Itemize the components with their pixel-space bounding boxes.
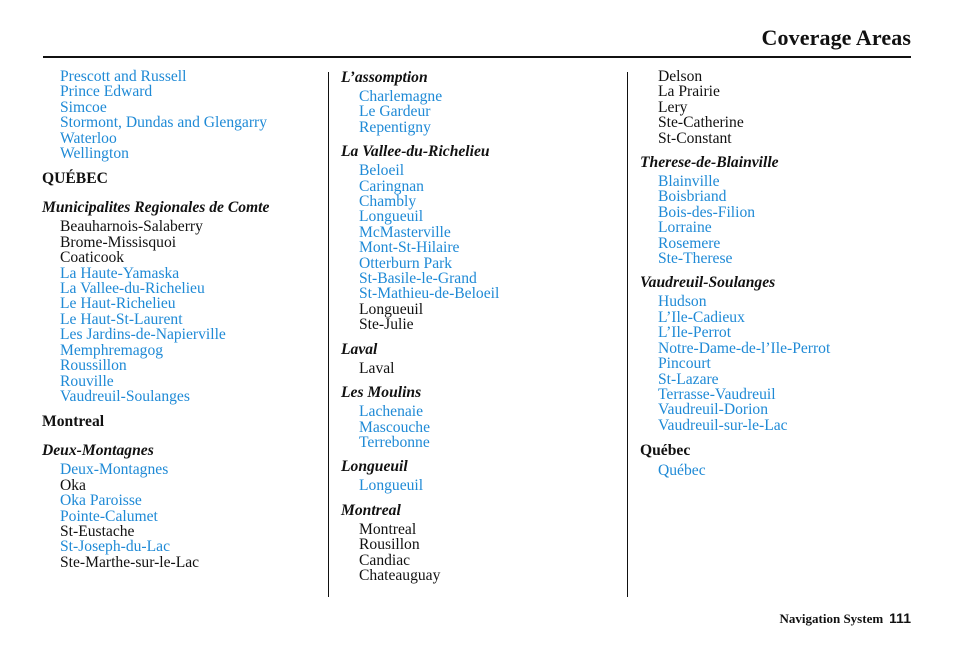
area-link[interactable]: Memphremagog <box>60 341 164 359</box>
page-number: 111 <box>889 610 911 626</box>
subregion-heading: Laval <box>341 340 378 358</box>
area-link[interactable]: Repentigny <box>359 118 431 136</box>
area-name: Lery <box>658 98 688 116</box>
area-link[interactable]: Deux-Montagnes <box>60 461 169 479</box>
area-link[interactable]: Hudson <box>658 293 707 311</box>
region-heading: QUÉBEC <box>42 170 108 188</box>
area-link[interactable]: Beloeil <box>359 162 405 180</box>
area-link[interactable]: Blainville <box>658 173 720 191</box>
area-link[interactable]: La Haute-Yamaska <box>60 264 180 282</box>
area-link[interactable]: Le Gardeur <box>359 103 431 121</box>
area-name: Ste-Marthe-sur-le-Lac <box>60 553 200 571</box>
area-link[interactable]: Ste-Therese <box>658 250 733 268</box>
area-link[interactable]: Longueuil <box>359 477 424 495</box>
subregion-heading: Les Moulins <box>341 384 422 402</box>
area-name: Ste-Julie <box>359 316 414 334</box>
page-footer <box>780 610 911 627</box>
area-link[interactable]: St-Joseph-du-Lac <box>60 538 170 556</box>
area-link[interactable]: Lachenaie <box>359 403 424 421</box>
area-name: Laval <box>359 359 395 377</box>
column-divider <box>328 72 329 597</box>
area-link[interactable]: St-Lazare <box>658 370 719 388</box>
area-name: Coaticook <box>60 249 125 267</box>
area-name: Chateauguay <box>359 566 441 584</box>
area-link[interactable]: Waterloo <box>60 129 117 147</box>
area-link[interactable]: Prescott and Russell <box>60 68 187 85</box>
area-link[interactable]: Charlemagne <box>359 88 443 105</box>
area-link[interactable]: Lorraine <box>658 219 712 237</box>
area-name: Oka <box>60 476 86 494</box>
subregion-heading: Municipalites Regionales de Comte <box>42 199 270 217</box>
subregion-heading: Deux-Montagnes <box>42 442 154 460</box>
subregion-heading: Therese-de-Blainville <box>640 154 779 172</box>
area-link[interactable]: L’Ile-Cadieux <box>658 308 745 326</box>
column-2 <box>341 69 621 583</box>
area-name: St-Constant <box>658 129 732 147</box>
area-name: Longueuil <box>359 300 424 318</box>
area-link[interactable]: St-Basile-le-Grand <box>359 270 477 288</box>
area-link[interactable]: Otterburn Park <box>359 254 453 272</box>
area-link[interactable]: Notre-Dame-de-l’Ile-Perrot <box>658 339 831 357</box>
region-heading: Québec <box>640 442 691 460</box>
area-link[interactable]: Pointe-Calumet <box>60 507 158 525</box>
subregion-heading: Longueuil <box>341 458 408 476</box>
area-name: St-Eustache <box>60 522 135 540</box>
area-link[interactable]: Wellington <box>60 145 129 163</box>
area-name: Candiac <box>359 551 411 569</box>
area-link[interactable]: Prince Edward <box>60 83 153 101</box>
page-title: Coverage Areas <box>761 25 911 50</box>
area-link[interactable]: Oka Paroisse <box>60 492 142 510</box>
area-link[interactable]: Bois-des-Filion <box>658 203 756 221</box>
area-link[interactable]: Chambly <box>359 193 417 211</box>
area-link[interactable]: Les Jardins-de-Napierville <box>60 326 226 344</box>
area-link[interactable]: Québec <box>658 462 706 480</box>
area-name: Beauharnois-Salaberry <box>60 218 203 236</box>
area-link[interactable]: Stormont, Dundas and Glengarry <box>60 114 268 132</box>
area-link[interactable]: St-Mathieu-de-Beloeil <box>359 285 500 303</box>
column-1 <box>42 69 322 570</box>
area-name: Montreal <box>359 520 417 538</box>
subregion-heading: Vaudreuil-Soulanges <box>640 274 776 292</box>
area-link[interactable]: Boisbriand <box>658 188 727 206</box>
column-divider <box>627 72 628 597</box>
area-link[interactable]: Terrebonne <box>359 433 430 451</box>
area-link[interactable]: Vaudreuil-Soulanges <box>60 387 190 405</box>
area-link[interactable]: Roussillon <box>60 357 127 375</box>
area-link[interactable]: L’Ile-Perrot <box>658 324 732 342</box>
area-name: Brome-Missisquoi <box>60 233 177 251</box>
area-link[interactable]: Terrasse-Vaudreuil <box>658 385 776 403</box>
area-link[interactable]: La Vallee-du-Richelieu <box>60 280 205 298</box>
subregion-heading: La Vallee-du-Richelieu <box>341 143 490 161</box>
footer-section-label: Navigation System <box>779 611 884 626</box>
subregion-heading: Montreal <box>341 501 401 519</box>
area-link[interactable]: Vaudreuil-sur-le-Lac <box>658 416 788 434</box>
area-link[interactable]: Le Haut-Richelieu <box>60 295 176 313</box>
header-rule <box>43 56 911 58</box>
area-name: Delson <box>658 68 703 85</box>
column-3 <box>640 69 920 479</box>
area-link[interactable]: Mascouche <box>359 418 431 436</box>
area-link[interactable]: Simcoe <box>60 98 107 116</box>
area-link[interactable]: Longueuil <box>359 208 424 226</box>
area-link[interactable]: Pincourt <box>658 355 711 373</box>
area-name: Rousillon <box>359 536 420 554</box>
area-link[interactable]: Le Haut-St-Laurent <box>60 310 183 328</box>
area-link[interactable]: Mont-St-Hilaire <box>359 239 460 257</box>
subregion-heading: L’assomption <box>341 69 428 86</box>
area-link[interactable]: Rosemere <box>658 234 721 252</box>
area-name: Ste-Catherine <box>658 114 744 132</box>
area-link[interactable]: Rouville <box>60 372 114 390</box>
area-link[interactable]: Caringnan <box>359 177 424 195</box>
area-link[interactable]: Vaudreuil-Dorion <box>658 401 768 419</box>
area-link[interactable]: McMasterville <box>359 223 451 241</box>
area-name: La Prairie <box>658 83 720 101</box>
region-heading: Montreal <box>42 413 105 431</box>
